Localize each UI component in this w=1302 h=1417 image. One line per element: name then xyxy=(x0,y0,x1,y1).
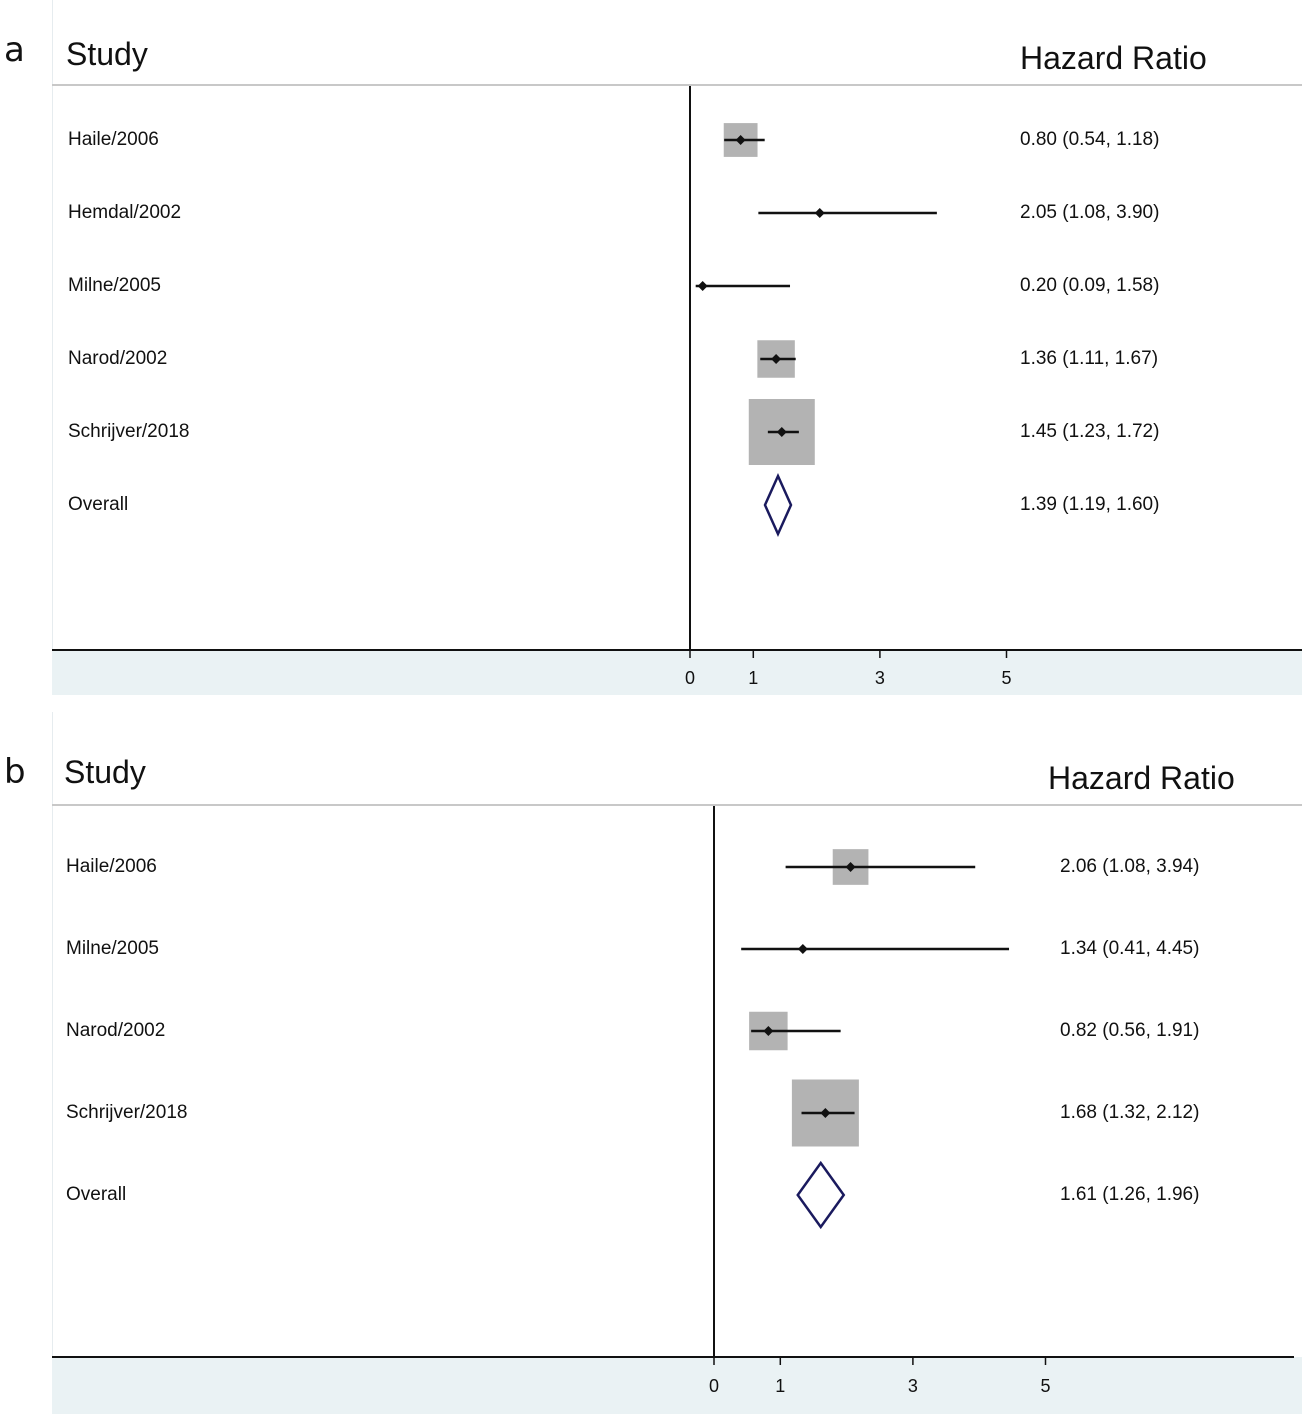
overall-diamond xyxy=(798,1163,844,1227)
hazard-ratio-header: Hazard Ratio xyxy=(1048,760,1235,796)
study-header: Study xyxy=(66,36,148,72)
x-tick-label: 3 xyxy=(874,668,885,688)
overall-estimate: 1.61 (1.26, 1.96) xyxy=(1060,1184,1200,1205)
hazard-ratio-header: Hazard Ratio xyxy=(1020,40,1207,76)
study-label: Milne/2005 xyxy=(66,938,159,959)
study-label: Haile/2006 xyxy=(66,856,157,877)
study-label: Schrijver/2018 xyxy=(68,421,190,442)
study-estimate: 1.68 (1.32, 2.12) xyxy=(1060,1102,1200,1123)
x-tick-label: 3 xyxy=(907,1376,918,1396)
study-label: Milne/2005 xyxy=(68,275,161,296)
forest-plot-panel-b xyxy=(0,712,1302,1417)
study-label: Haile/2006 xyxy=(68,129,159,150)
x-tick-label: 5 xyxy=(1040,1376,1051,1396)
study-estimate: 1.34 (0.41, 4.45) xyxy=(1060,938,1200,959)
point-estimate xyxy=(815,208,825,218)
forest-plot-svg xyxy=(0,712,1302,1417)
study-header: Study xyxy=(64,754,146,790)
study-estimate: 0.20 (0.09, 1.58) xyxy=(1020,275,1160,296)
study-estimate: 0.82 (0.56, 1.91) xyxy=(1060,1020,1200,1041)
overall-diamond xyxy=(765,476,791,534)
study-estimate: 2.05 (1.08, 3.90) xyxy=(1020,202,1160,223)
x-tick-label: 1 xyxy=(775,1376,786,1396)
study-label: Hemdal/2002 xyxy=(68,202,182,223)
panel-letter: a xyxy=(4,30,25,70)
study-estimate: 2.06 (1.08, 3.94) xyxy=(1060,856,1200,877)
x-tick-label: 5 xyxy=(1001,668,1012,688)
overall-label: Overall xyxy=(68,494,129,515)
study-estimate: 1.36 (1.11, 1.67) xyxy=(1020,348,1159,369)
overall-estimate: 1.39 (1.19, 1.60) xyxy=(1020,494,1160,515)
x-tick-label: 1 xyxy=(748,668,759,688)
study-estimate: 0.80 (0.54, 1.18) xyxy=(1020,129,1160,150)
study-label: Schrijver/2018 xyxy=(66,1102,188,1123)
study-label: Narod/2002 xyxy=(66,1020,166,1041)
overall-label: Overall xyxy=(66,1184,127,1205)
panel-letter: b xyxy=(4,752,26,792)
study-label: Narod/2002 xyxy=(68,348,168,369)
study-estimate: 1.45 (1.23, 1.72) xyxy=(1020,421,1160,442)
x-tick-label: 0 xyxy=(708,1376,720,1396)
point-estimate xyxy=(698,281,708,291)
point-estimate xyxy=(798,944,808,954)
x-tick-label: 0 xyxy=(684,668,696,688)
